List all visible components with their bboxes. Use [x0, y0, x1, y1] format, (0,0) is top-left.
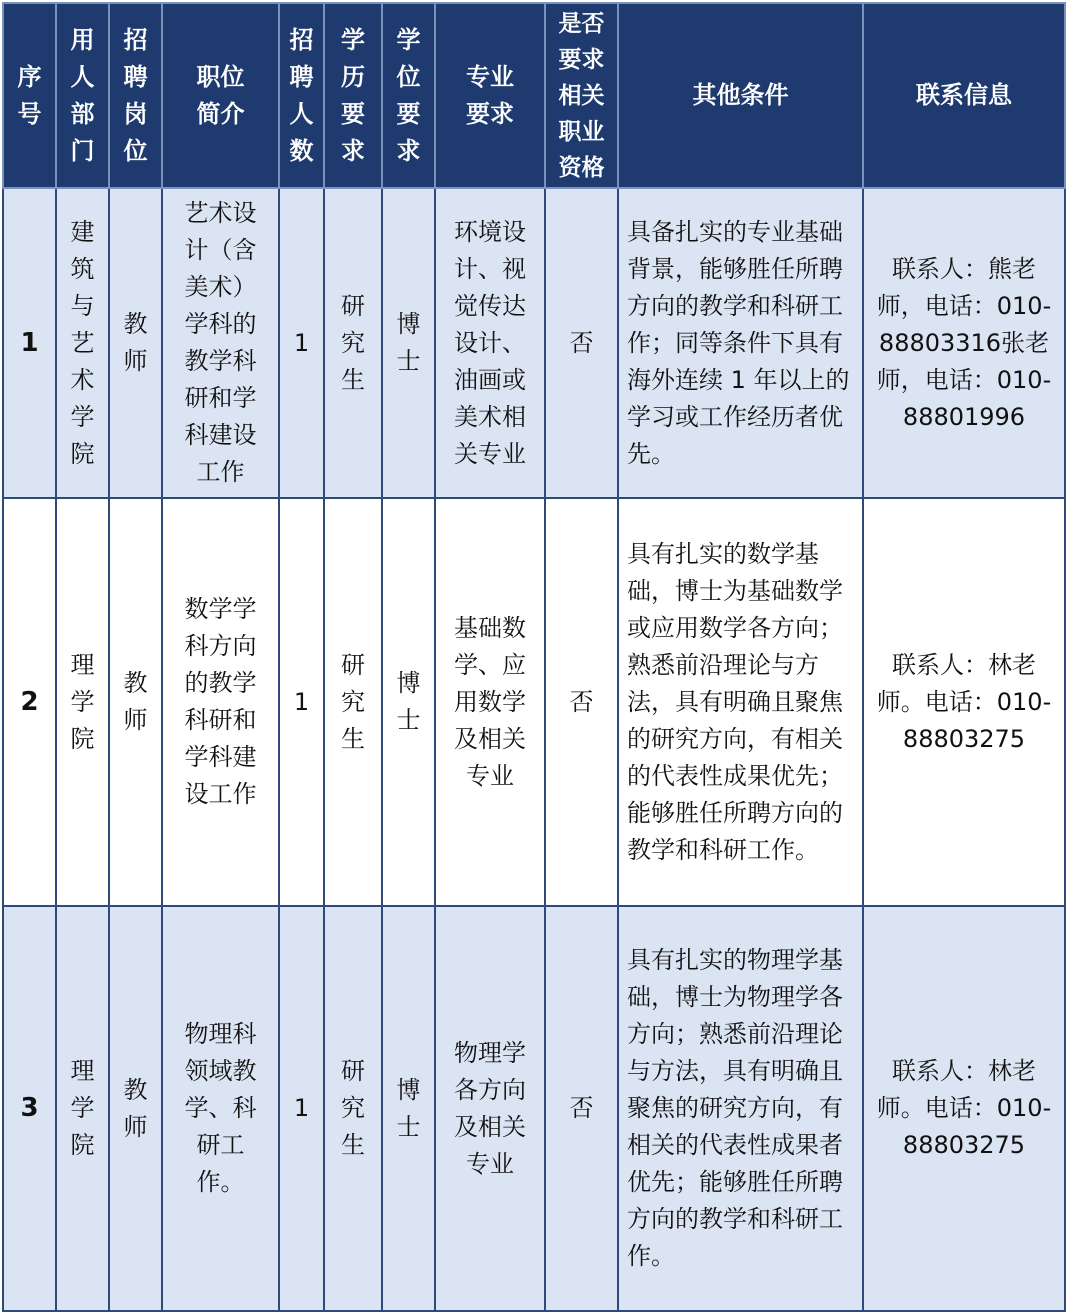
cell-education: 研究生	[324, 188, 382, 498]
cell-post: 教师	[109, 498, 162, 906]
cell-contact: 联系人：林老师。电话：010-88803275	[863, 498, 1065, 906]
cell-dept: 理学院	[56, 498, 109, 906]
cell-other: 具备扎实的专业基础背景，能够胜任所聘方向的教学和科研工作；同等条件下具有海外连续 1 年以上的学习或工作经历者优先。	[618, 188, 863, 498]
cell-qualification: 否	[545, 498, 618, 906]
cell-major: 物理学各方向及相关专业	[435, 906, 545, 1311]
cell-degree: 博士	[382, 498, 435, 906]
cell-contact: 联系人：林老师。电话：010-88803275	[863, 906, 1065, 1311]
cell-intro: 物理科领域教学、科研工作。	[162, 906, 279, 1311]
cell-education: 研究生	[324, 906, 382, 1311]
cell-seq: 1	[3, 188, 56, 498]
cell-seq: 3	[3, 906, 56, 1311]
header-row	[3, 3, 1065, 188]
cell-intro: 艺术设计（含美术）学科的教学科研和学科建设工作	[162, 188, 279, 498]
cell-degree: 博士	[382, 188, 435, 498]
recruitment-table	[2, 2, 1066, 1312]
cell-seq: 2	[3, 498, 56, 906]
cell-post: 教师	[109, 906, 162, 1311]
table-row	[3, 188, 1065, 498]
cell-intro: 数学学科方向的教学科研和学科建设工作	[162, 498, 279, 906]
header-qualification: 是否要求相关职业资格	[545, 3, 618, 188]
table-row	[3, 498, 1065, 906]
cell-count: 1	[279, 906, 324, 1311]
cell-dept: 建筑与艺术学院	[56, 188, 109, 498]
header-seq: 序号	[3, 3, 56, 188]
header-education: 学历要求	[324, 3, 382, 188]
cell-education: 研究生	[324, 498, 382, 906]
table-row	[3, 906, 1065, 1311]
cell-major: 基础数学、应用数学及相关专业	[435, 498, 545, 906]
header-contact: 联系信息	[863, 3, 1065, 188]
cell-major: 环境设计、视觉传达设计、油画或美术相关专业	[435, 188, 545, 498]
cell-other: 具有扎实的数学基础，博士为基础数学或应用数学各方向；熟悉前沿理论与方法，具有明确且聚焦的研究方向，有相关的代表性成果优先；能够胜任所聘方向的教学和科研工作。	[618, 498, 863, 906]
cell-qualification: 否	[545, 188, 618, 498]
header-other: 其他条件	[618, 3, 863, 188]
cell-other: 具有扎实的物理学基础，博士为物理学各方向；熟悉前沿理论与方法，具有明确且聚焦的研究方向，有相关的代表性成果者优先；能够胜任所聘方向的教学和科研工作。	[618, 906, 863, 1311]
cell-degree: 博士	[382, 906, 435, 1311]
cell-count: 1	[279, 498, 324, 906]
cell-count: 1	[279, 188, 324, 498]
cell-contact: 联系人：熊老师，电话：010-88803316张老师，电话：010-88801996	[863, 188, 1065, 498]
header-dept: 用人部门	[56, 3, 109, 188]
cell-post: 教师	[109, 188, 162, 498]
header-intro: 职位简介	[162, 3, 279, 188]
header-count: 招聘人数	[279, 3, 324, 188]
cell-dept: 理学院	[56, 906, 109, 1311]
header-major: 专业要求	[435, 3, 545, 188]
cell-qualification: 否	[545, 906, 618, 1311]
header-post: 招聘岗位	[109, 3, 162, 188]
header-degree: 学位要求	[382, 3, 435, 188]
